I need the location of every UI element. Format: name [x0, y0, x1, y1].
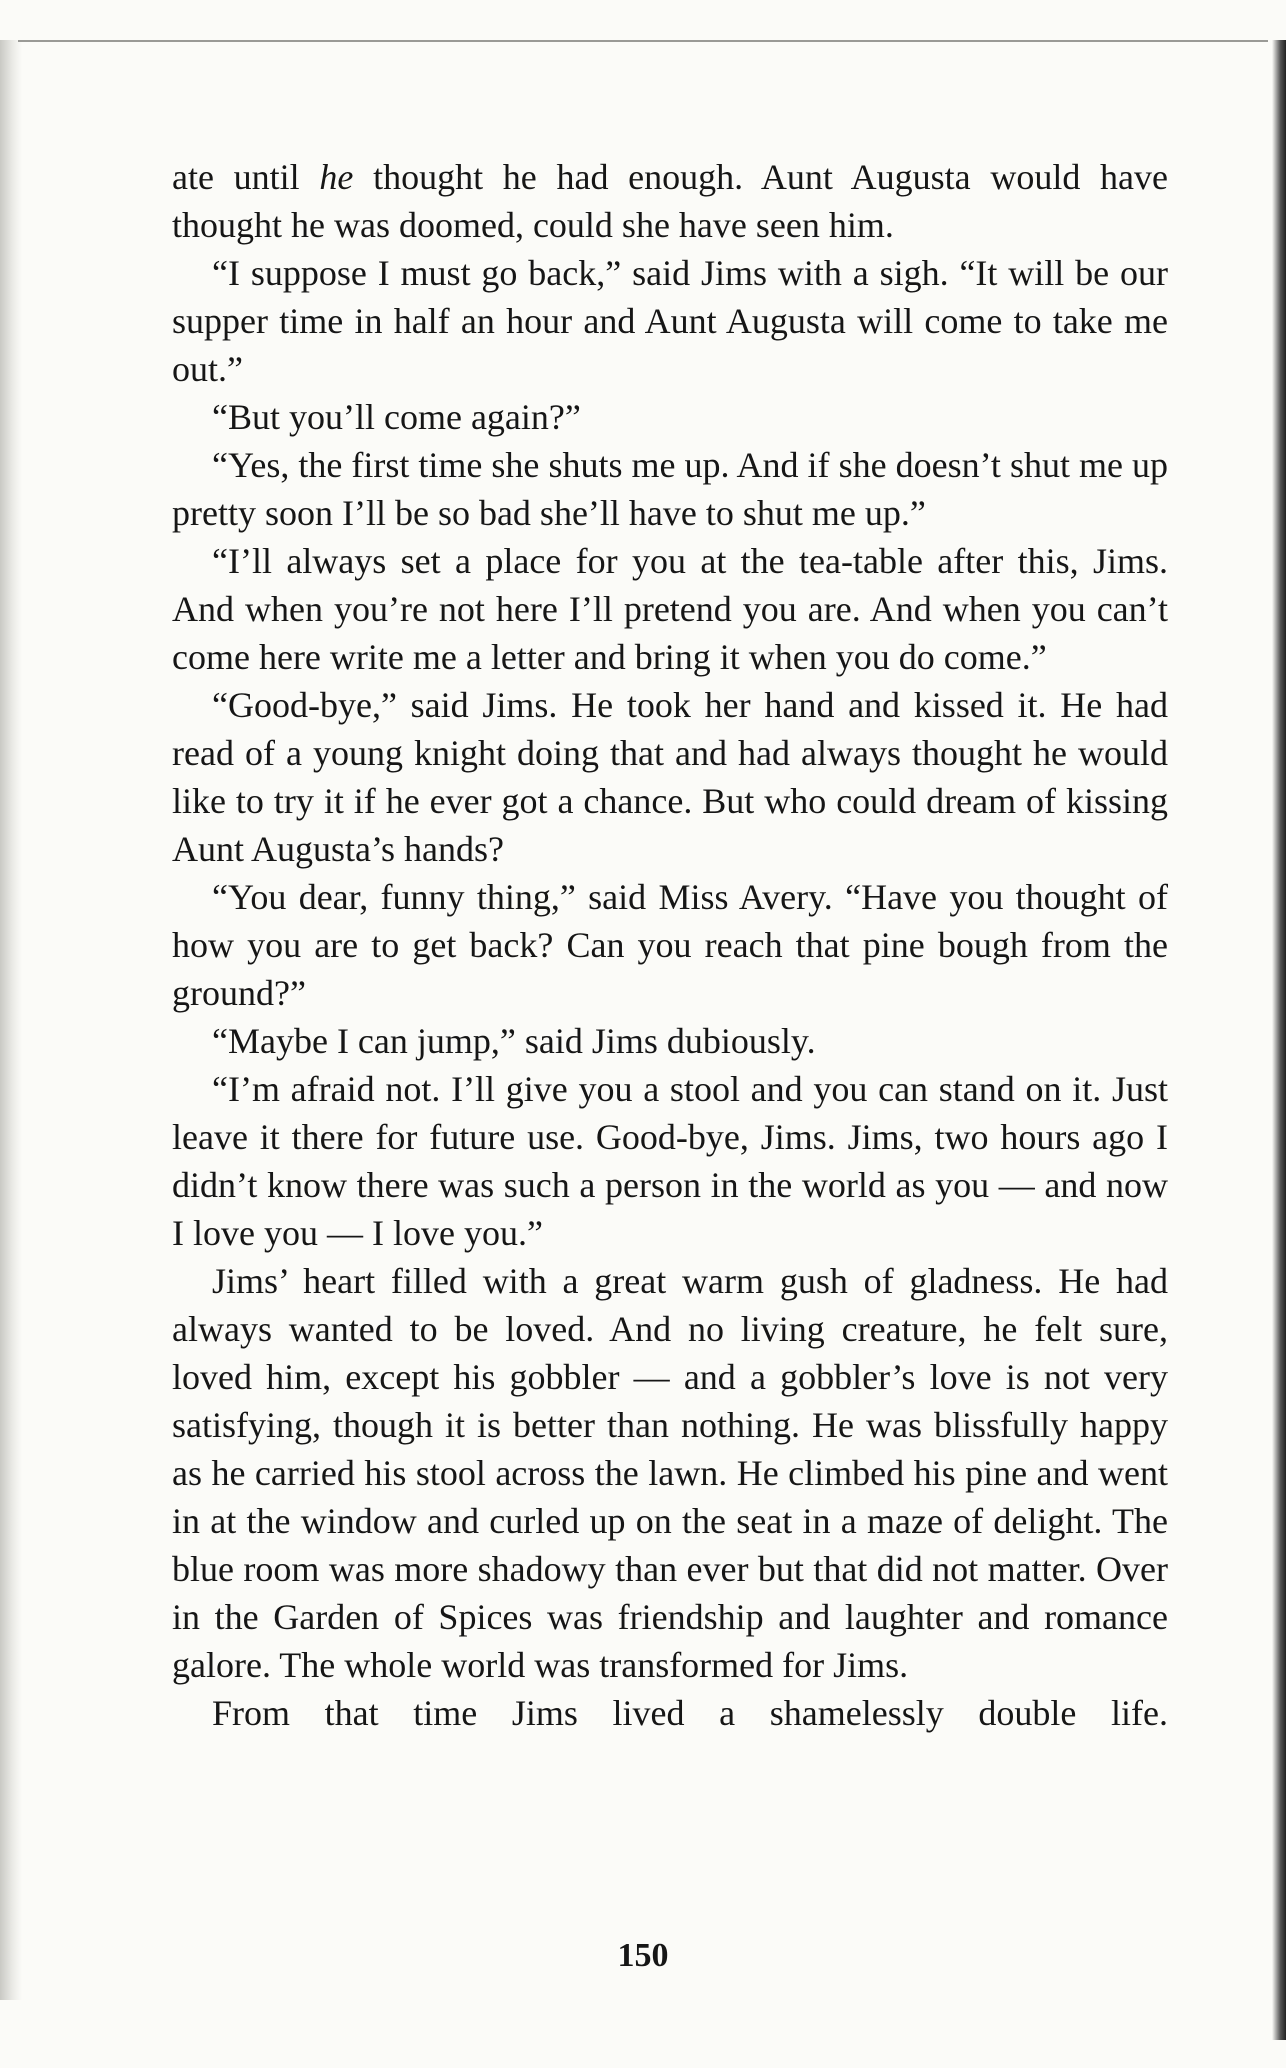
- paragraph: “You dear, funny thing,” said Miss Avery. “Have you thought of how you are to get back? Can you reach that pine bough from the ground?”: [172, 877, 1168, 1013]
- paragraph: “Maybe I can jump,” said Jims dubiously.: [212, 1021, 816, 1061]
- paragraph: “But you’ll come again?”: [212, 397, 581, 437]
- paragraph: ate until he thought he had enough. Aunt Augusta would have thought he was doomed, could she have seen him.: [172, 157, 1168, 245]
- page-body: [172, 153, 1168, 1737]
- page-number: 150: [617, 1937, 669, 1974]
- paragraph: “I’m afraid not. I’ll give you a stool and you can stand on it. Just leave it there for future use. Good-bye, Jims. Jims, two hours ago I didn’t know there was such a person in the world as you — and now I love you — I love you.”: [172, 1069, 1168, 1253]
- scan-top-rule: [18, 40, 1268, 42]
- paragraph: From that time Jims lived a shamelessly double life.: [212, 1693, 1168, 1733]
- paragraph: “Yes, the first time she shuts me up. And if she doesn’t shut me up pretty soon I’ll be so bad she’ll have to shut me up.”: [172, 445, 1168, 533]
- scan-left-edge: [0, 40, 22, 2000]
- paragraph: “I’ll always set a place for you at the tea-table after this, Jims. And when you’re not here I’ll pretend you are. And when you can’t come here write me a letter and bring it when you do come.”: [172, 541, 1168, 677]
- paragraph: “Good-bye,” said Jims. He took her hand and kissed it. He had read of a young knight doing that and had always thought he would like to try it if he ever got a chance. But who could dream of kissing Aunt Augusta’s hands?: [172, 685, 1168, 869]
- paragraph: Jims’ heart filled with a great warm gush of gladness. He had always wanted to be loved. And no living creature, he felt sure, loved him, except his gobbler — and a gobbler’s love is not very satisfying, though it is better than nothing. He was blissfully happy as he carried his stool across the lawn. He climbed his pine and went in at the window and curled up on the seat in a maze of delight. The blue room was more shadowy than ever but that did not matter. Over in the Garden of Spices was friendship and laughter and romance galore. The whole world was transformed for Jims.: [172, 1261, 1168, 1685]
- scan-right-edge: [1272, 40, 1286, 2040]
- paragraph: “I suppose I must go back,” said Jims with a sigh. “It will be our supper time in half an hour and Aunt Augusta will come to take me out.”: [172, 253, 1168, 389]
